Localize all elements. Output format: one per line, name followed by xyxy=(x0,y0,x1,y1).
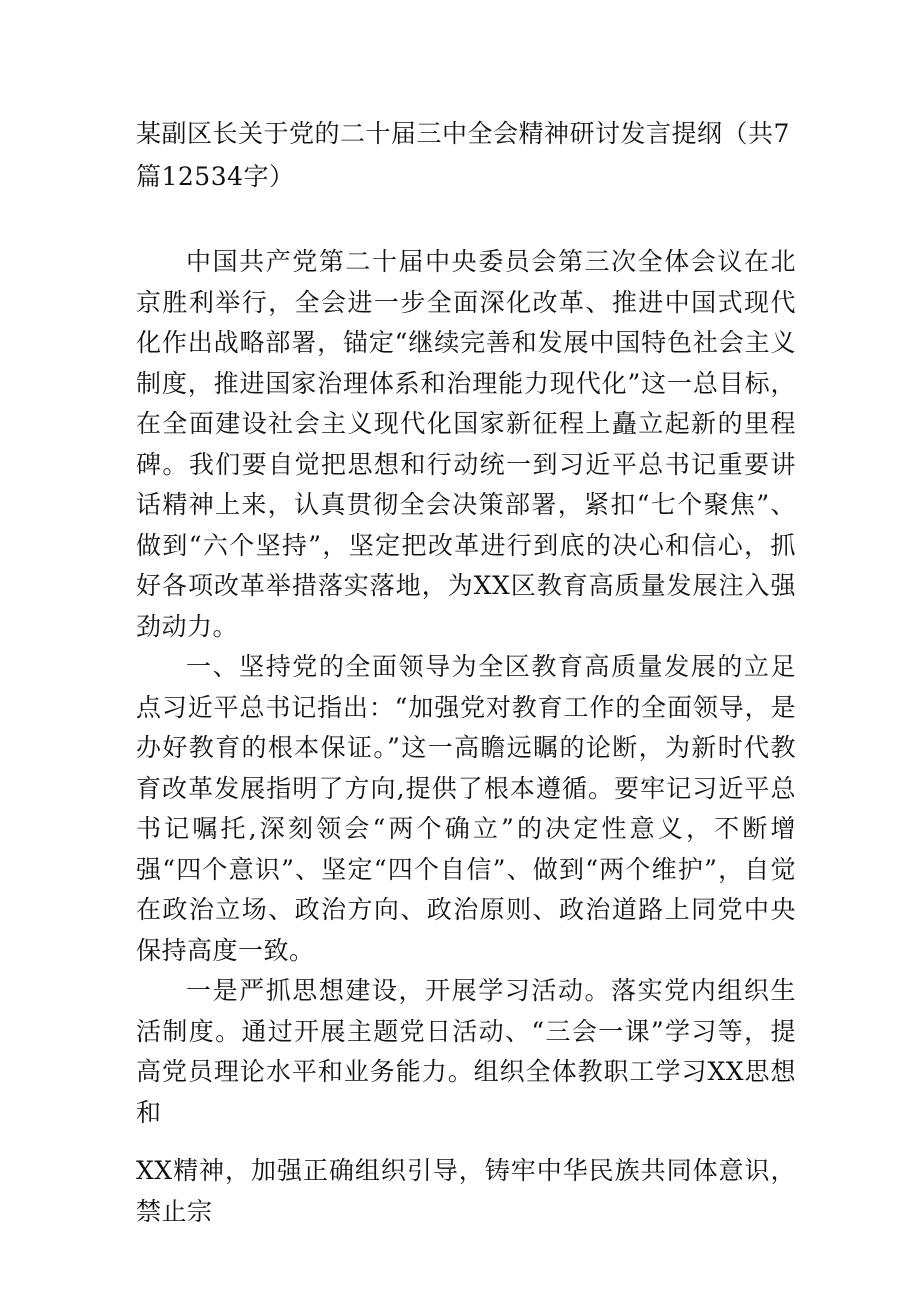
document-body xyxy=(136,242,796,1232)
paragraph-intro: 中国共产党第二十届中央委员会第三次全体会议在北京胜利举行，全会进一步全面深化改革、推进中国式现代化作出战略部署，锚定“继续完善和发展中国特色社会主义制度，推进国家治理体系和治理能力现代化”这一总目标，在全面建设社会主义现代化国家新征程上矗立起新的里程碑。我们要自觉把思想和行动统一到习近平总书记重要讲话精神上来，认真贯彻全会决策部署，紧扣“七个聚焦”、做到“六个坚持”，坚定把改革进行到底的决心和信心，抓好各项改革举措落实落地，为XX区教育高质量发展注入强劲动力。 xyxy=(136,247,796,641)
paragraph-continuation: XX精神，加强正确组织引导，铸牢中华民族共同体意识，禁止宗 xyxy=(136,1156,796,1226)
document-title: 某副区长关于党的二十届三中全会精神研讨发言提纲（共7篇12534字） xyxy=(136,119,790,191)
paragraph-point-one: 一是严抓思想建设，开展学习活动。落实党内组织生活制度。通过开展主题党日活动、“三会一课”学习等，提高党员理论水平和业务能力。组织全体教职工学习XX思想和 xyxy=(136,976,796,1127)
paragraph-section-one: 一、坚持党的全面领导为全区教育高质量发展的立足点习近平总书记指出：“加强党对教育工作的全面领导，是办好教育的根本保证。”这一高瞻远瞩的论断，为新时代教育改革发展指明了方向,提供了根本遵循。要牢记习近平总书记嘱托,深刻领会“两个确立”的决定性意义，不断增强“四个意识”、坚定“四个自信”、做到“两个维护”，自觉在政治立场、政治方向、政治原则、政治道路上同党中央保持高度一致。 xyxy=(136,652,796,965)
